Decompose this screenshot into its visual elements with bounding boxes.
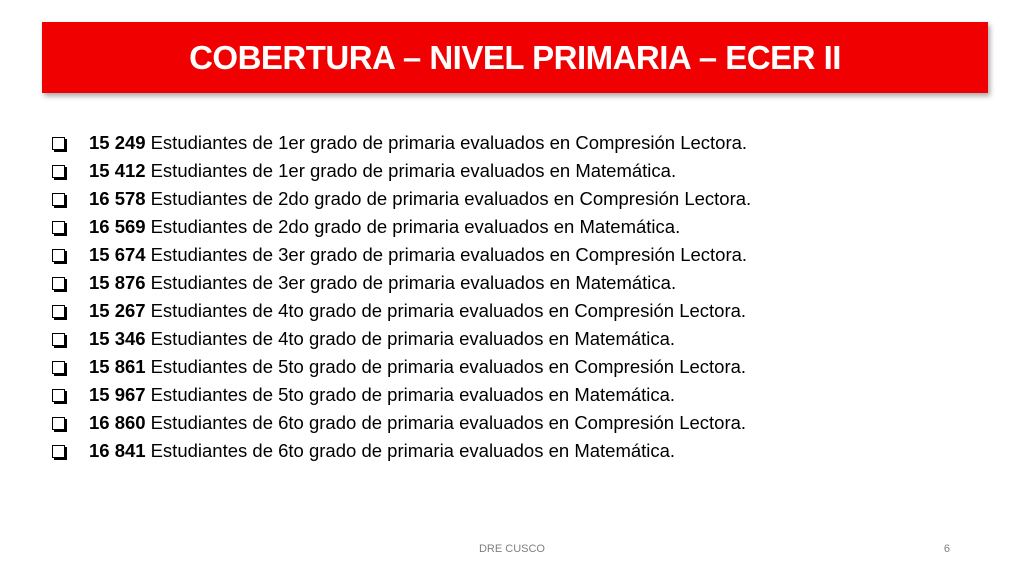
footer-text: DRE CUSCO: [478, 543, 545, 555]
item-description: Estudiantes de 3er grado de primaria evaluados en Compresión Lectora.: [150, 244, 748, 265]
square-bullet-icon: [52, 333, 65, 346]
square-bullet-icon: [52, 249, 65, 262]
student-count: 16 569: [89, 216, 146, 237]
item-description: Estudiantes de 5to grado de primaria evaluados en Matemática.: [150, 384, 676, 405]
list-item: [50, 381, 751, 409]
item-description: Estudiantes de 4to grado de primaria evaluados en Compresión Lectora.: [150, 300, 747, 321]
list-item: [50, 297, 751, 325]
square-bullet-icon: [52, 389, 65, 402]
square-bullet-icon: [52, 445, 65, 458]
list-item: [50, 437, 751, 465]
student-count: 16 841: [89, 440, 146, 461]
student-count: 16 860: [89, 412, 146, 433]
page-number: 6: [943, 543, 950, 555]
student-count: 15 412: [89, 160, 146, 181]
student-count: 15 346: [89, 328, 146, 349]
list-item: [50, 157, 751, 185]
list-item: [50, 409, 751, 437]
list-item: [50, 185, 751, 213]
item-description: Estudiantes de 1er grado de primaria evaluados en Compresión Lectora.: [150, 132, 748, 153]
student-count: 15 967: [89, 384, 146, 405]
square-bullet-icon: [52, 221, 65, 234]
item-description: Estudiantes de 6to grado de primaria evaluados en Compresión Lectora.: [150, 412, 747, 433]
slide-title: COBERTURA – NIVEL PRIMARIA – ECER II: [189, 38, 841, 76]
student-count: 15 267: [89, 300, 146, 321]
list-item: [50, 325, 751, 353]
square-bullet-icon: [52, 277, 65, 290]
list-item: [50, 269, 751, 297]
student-count: 15 249: [89, 132, 146, 153]
student-count: 15 674: [89, 244, 146, 265]
title-banner: [42, 22, 988, 93]
list-item: [50, 129, 751, 157]
square-bullet-icon: [52, 417, 65, 430]
item-description: Estudiantes de 4to grado de primaria evaluados en Matemática.: [150, 328, 676, 349]
student-count: 15 861: [89, 356, 146, 377]
item-description: Estudiantes de 3er grado de primaria evaluados en Matemática.: [150, 272, 677, 293]
student-count: 15 876: [89, 272, 146, 293]
square-bullet-icon: [52, 361, 65, 374]
square-bullet-icon: [52, 305, 65, 318]
list-item: [50, 241, 751, 269]
item-description: Estudiantes de 2do grado de primaria evaluados en Compresión Lectora.: [150, 188, 752, 209]
square-bullet-icon: [52, 137, 65, 150]
list-item: [50, 353, 751, 381]
list-item: [50, 213, 751, 241]
square-bullet-icon: [52, 193, 65, 206]
item-description: Estudiantes de 1er grado de primaria evaluados en Matemática.: [150, 160, 677, 181]
student-count: 16 578: [89, 188, 146, 209]
square-bullet-icon: [52, 165, 65, 178]
item-description: Estudiantes de 6to grado de primaria evaluados en Matemática.: [150, 440, 676, 461]
item-description: Estudiantes de 5to grado de primaria evaluados en Compresión Lectora.: [150, 356, 747, 377]
coverage-list: [50, 129, 751, 465]
item-description: Estudiantes de 2do grado de primaria evaluados en Matemática.: [150, 216, 681, 237]
